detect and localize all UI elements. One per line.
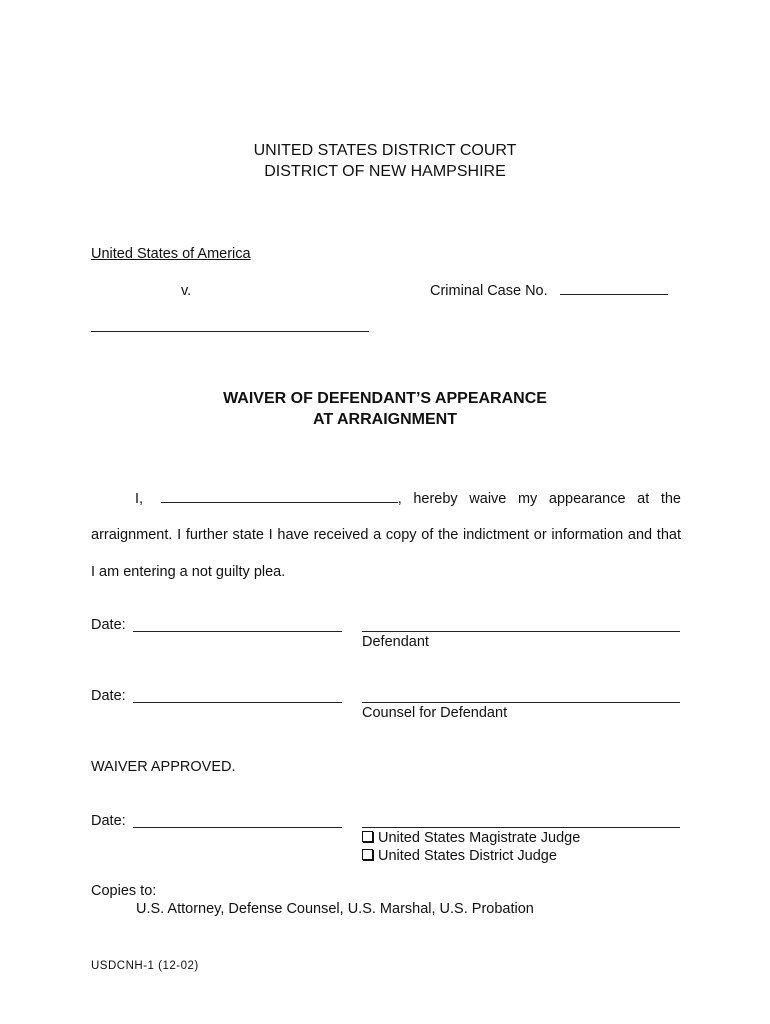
magistrate-judge-checkbox[interactable] [362,831,373,842]
district-judge-label: United States District Judge [378,848,557,864]
copies-list: U.S. Attorney, Defense Counsel, U.S. Marshal, U.S. Probation [136,901,534,917]
magistrate-judge-label: United States Magistrate Judge [378,830,581,846]
district-judge-option [362,847,557,865]
waiver-name-blank[interactable] [161,490,398,503]
date-blank-3[interactable] [133,827,342,828]
body-line-3: I am entering a not guilty plea. [91,564,286,580]
counsel-label: Counsel for Defendant [362,705,508,721]
date-label-2: Date: [91,688,126,704]
magistrate-judge-option [362,829,580,847]
counsel-signature-line[interactable] [362,702,680,703]
case-number-label: Criminal Case No. [430,283,548,299]
date-blank-1[interactable] [133,631,342,632]
body-line-2: arraignment. I further state I have received a copy of the indictment or information and that [91,527,681,543]
district-judge-checkbox[interactable] [362,849,373,860]
form-number: USDCNH-1 (12-02) [91,960,199,972]
body-line-1 [91,490,681,508]
form-subtitle: AT ARRAIGNMENT [313,411,457,428]
case-number-blank[interactable] [560,282,668,295]
waiver-approved: WAIVER APPROVED. [91,759,236,775]
case-number-field [430,282,668,300]
judge-signature-line[interactable] [362,827,680,828]
court-district: DISTRICT OF NEW HAMPSHIRE [264,163,506,180]
versus-label: v. [181,283,192,299]
body-i: I, [135,491,144,507]
body-line-1-text: , hereby waive my appearance at the [397,491,682,507]
date-blank-2[interactable] [133,702,342,703]
form-title: WAIVER OF DEFENDANT’S APPEARANCE [223,390,547,407]
plaintiff-name: United States of America [91,246,251,262]
date-label-3: Date: [91,813,126,829]
defendant-signature-line[interactable] [362,631,680,632]
date-label-1: Date: [91,617,126,633]
copies-label: Copies to: [91,883,157,899]
court-name: UNITED STATES DISTRICT COURT [253,142,517,159]
defendant-name-blank[interactable] [91,331,369,332]
defendant-label: Defendant [362,634,429,650]
